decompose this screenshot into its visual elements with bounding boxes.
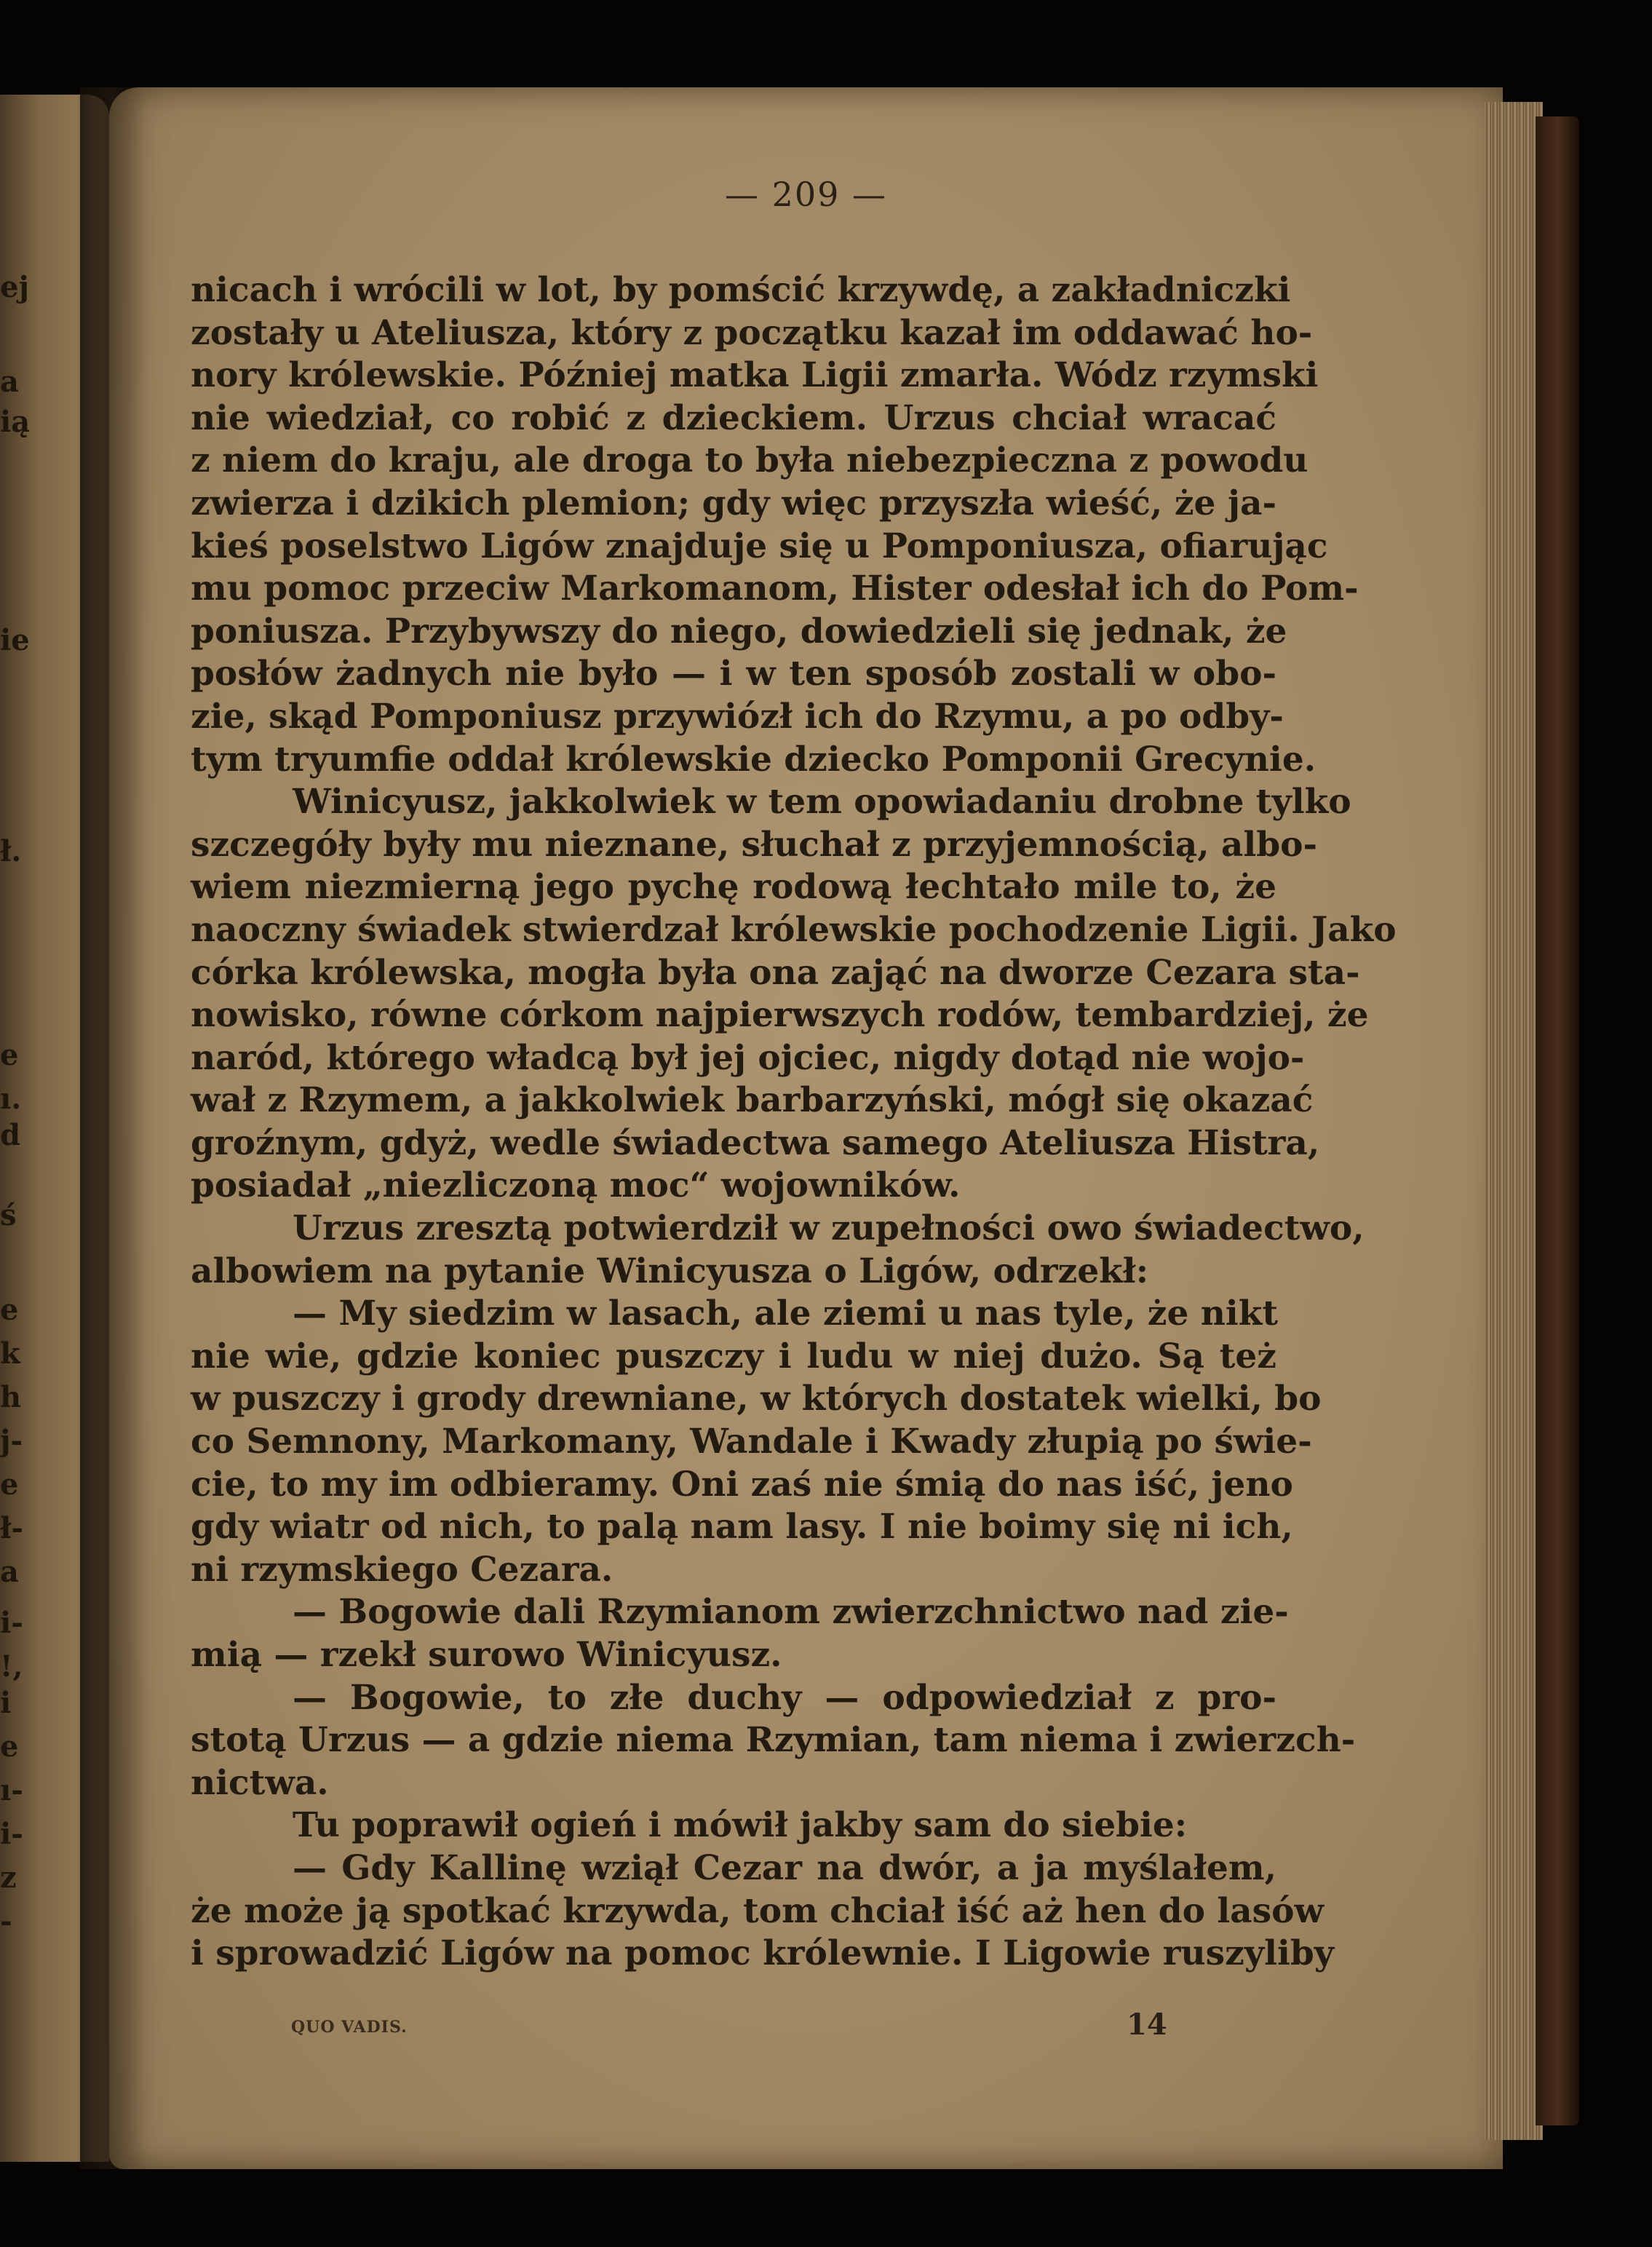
left-page-fragment: ej: [0, 270, 29, 304]
left-page-fragment: e: [0, 1293, 19, 1327]
text-line: groźnym, gdyż, wedle świadectwa samego Ateliusza Histra,: [191, 1122, 1320, 1163]
left-page-fragment: !,: [0, 1649, 23, 1684]
text-line: zie, skąd Pomponiusz przywiózł ich do Rzymu, a po odby-: [191, 696, 1284, 737]
text-line: — My siedzim w lasach, ale ziemi u nas tyle, że nikt: [293, 1293, 1279, 1334]
text-line: w puszczy i grody drewniane, w których dostatek wielki, bo: [191, 1379, 1322, 1419]
left-page-fragment: ią: [0, 405, 31, 439]
text-line: córka królewska, mogła była ona zająć na dworze Cezara sta-: [191, 952, 1360, 993]
left-page-fragment: ł-: [0, 1511, 23, 1545]
text-line: naoczny świadek stwierdzał królewskie pochodzenie Ligii. Jako: [191, 909, 1397, 950]
left-page-fragment: a: [0, 365, 19, 399]
left-page-fragment: ı-: [0, 1773, 23, 1807]
left-page-fragment: j-: [0, 1424, 23, 1458]
text-line: Winicyusz, jakkolwiek w tem opowiadaniu drobne tylko: [293, 782, 1351, 823]
text-line: nictwa.: [191, 1762, 329, 1803]
text-line: nowisko, równe córkom najpierwszych rodów, tembardziej, że: [191, 995, 1369, 1036]
text-line: wiem niezmierną jego pychę rodową łechtało mile to, że: [191, 867, 1276, 908]
gutter-shadow: [80, 87, 146, 2169]
text-line: wał z Rzymem, a jakkolwiek barbarzyński, mógł się okazać: [191, 1080, 1314, 1121]
text-line: — Bogowie, to złe duchy — odpowiedział z pro-: [293, 1677, 1276, 1718]
text-line: tym tryumfie oddał królewskie dziecko Pomponii Grecynie.: [191, 739, 1317, 780]
text-line: zwierza i dzikich plemion; gdy więc przyszła wieść, że ja-: [191, 483, 1276, 523]
page-edges: [1485, 102, 1543, 2140]
left-page-fragment: i-: [0, 1817, 23, 1851]
text-line: nie wie, gdzie koniec puszczy i ludu w niej dużo. Są też: [191, 1336, 1276, 1376]
text-line: co Semnony, Markomany, Wandale i Kwady złupią po świe-: [191, 1422, 1312, 1462]
left-page-fragment: a: [0, 1555, 19, 1589]
text-line: nicach i wrócili w lot, by pomścić krzywdę, a zakładniczki: [191, 270, 1291, 310]
left-page-fragment: ł.: [0, 834, 22, 868]
printer-signature: QUO VADIS.: [291, 2018, 408, 2037]
text-line: — Gdy Kallinę wziął Cezar na dwór, a ja myślałem,: [293, 1847, 1276, 1888]
left-page-fragment: -: [0, 1904, 12, 1938]
text-line: gdy wiatr od nich, to palą nam lasy. I nie boimy się ni ich,: [191, 1507, 1293, 1547]
left-page-fragment: z: [0, 1860, 17, 1895]
left-page-fragment: ś: [0, 1198, 17, 1232]
text-line: z niem do kraju, ale droga to była niebezpieczna z powodu: [191, 440, 1309, 481]
body-text: [191, 269, 1397, 1975]
text-line: kieś poselstwo Ligów znajduje się u Pomponiusza, ofiarując: [191, 526, 1328, 566]
left-page-fragment: e: [0, 1729, 19, 1764]
left-page-fragment: h: [0, 1380, 22, 1414]
text-line: cie, to my im odbieramy. Oni zaś nie śmią do nas iść, jeno: [191, 1464, 1293, 1505]
text-line: posłów żadnych nie było — i w ten sposób zostali w obo-: [191, 654, 1276, 694]
left-page-fragment: i: [0, 1686, 12, 1720]
left-page-fragment: d: [0, 1118, 20, 1152]
text-line: zostały u Ateliusza, który z początku kazał im oddawać ho-: [191, 312, 1313, 353]
left-page-fragment: ie: [0, 623, 30, 657]
signature-number: 14: [1127, 2008, 1167, 2042]
text-line: Tu poprawił ogień i mówił jakby sam do siebie:: [293, 1805, 1188, 1846]
text-line: szczegóły były mu nieznane, słuchał z przyjemnością, albo-: [191, 824, 1317, 865]
left-page-fragment: e: [0, 1038, 19, 1072]
book-cover-edge: [1536, 116, 1579, 2125]
text-line: mią — rzekł surowo Winicyusz.: [191, 1635, 782, 1675]
text-line: Urzus zresztą potwierdził w zupełności owo świadectwo,: [293, 1208, 1365, 1249]
left-page-fragment: ı.: [0, 1082, 22, 1116]
page-header: — 209 —: [724, 175, 888, 214]
text-line: naród, którego władcą był jej ojciec, nigdy dotąd nie wojo-: [191, 1037, 1305, 1078]
text-line: poniusza. Przybywszy do niego, dowiedzieli się jednak, że: [191, 611, 1287, 651]
left-page-fragment: i-: [0, 1606, 23, 1640]
text-line: nie wiedział, co robić z dzieckiem. Urzus chciał wracać: [191, 397, 1276, 438]
text-line: — Bogowie dali Rzymianom zwierzchnictwo nad zie-: [293, 1592, 1289, 1633]
text-line: że może ją spotkać krzywda, tom chciał iść aż hen do lasów: [191, 1890, 1324, 1931]
text-line: albowiem na pytanie Winicyusza o Ligów, odrzekł:: [191, 1251, 1149, 1291]
text-line: posiadał „niezliczoną moc“ wojowników.: [191, 1165, 961, 1206]
text-line: nory królewskie. Później matka Ligii zmarła. Wódz rzymski: [191, 355, 1319, 396]
text-line: i sprowadzić Ligów na pomoc królewnie. I Ligowie ruszyliby: [191, 1933, 1335, 1974]
left-page-fragment: e: [0, 1467, 19, 1502]
text-line: stotą Urzus — a gdzie niema Rzymian, tam niema i zwierzch-: [191, 1720, 1356, 1761]
text-line: ni rzymskiego Cezara.: [191, 1549, 613, 1590]
left-page-fragment: k: [0, 1336, 20, 1371]
text-line: mu pomoc przeciw Markomanom, Hister odesłał ich do Pom-: [191, 568, 1359, 609]
